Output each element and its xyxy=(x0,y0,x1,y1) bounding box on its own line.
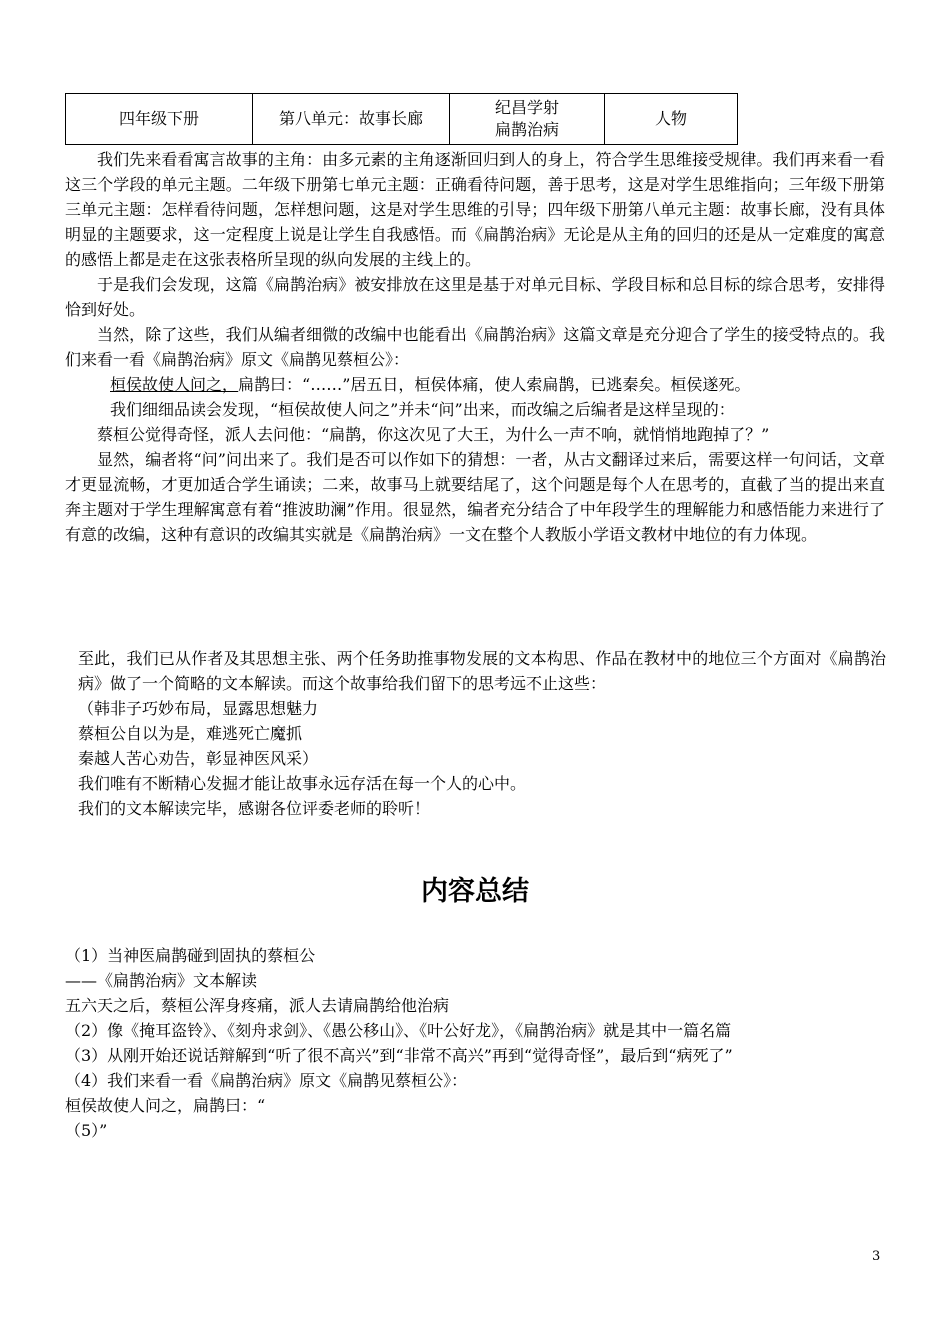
conclusion-line-5: 我们的文本解读完毕，感谢各位评委老师的聆听！ xyxy=(78,799,431,818)
quote-rest: 扁鹊曰：“……”居五日，桓侯体痛，使人索扁鹊，已逃秦矣。桓侯遂死。 xyxy=(238,375,751,394)
summary-line: ——《扁鹊治病》文本解读 xyxy=(65,971,258,990)
unit-table xyxy=(65,93,738,145)
summary-line: （4）我们来看一看《扁鹊治病》原文《扁鹊见蔡桓公》： xyxy=(65,1071,468,1090)
page-number: 3 xyxy=(872,1249,881,1264)
summary-heading: 内容总结 xyxy=(421,876,529,907)
table-row xyxy=(66,94,738,145)
conclusion-line-1: （韩非子巧妙布局，显露思想魅力 xyxy=(78,699,319,718)
paragraph-conjecture: 显然，编者将“问”问出来了。我们是否可以作如下的猜想：一者，从古文翻译过来后，需要这样一句问话，文章才更显流畅，才更加适合学生诵读；二来，故事马上就要结尾了，这个问题是每个人在思考的，直截了当的提出来直奔主题对于学生理解寓意有着“推波助澜”作用。很显然，编者充分结合了中年段学生的理解能力和感悟能力来进行了有意的改编，这种有意识的改编其实就是《扁鹊治病》一文在整个人教版小学语文教材中地位的有力体现。 xyxy=(65,450,885,544)
paragraph-protagonist: 我们先来看看寓言故事的主角：由多元素的主角逐渐回归到人的身上，符合学生思维接受规律。我们再来看一看这三个学段的单元主题。二年级下册第七单元主题：正确看待问题，善于思考，这是对学生思维指向；三年级下册第三单元主题：怎样看待问题，怎样想问题，这是对学生思维的引导；四年级下册第八单元主题：故事长廊，没有具体明显的主题要求，这一定程度上说是让学生自我感悟。而《扁鹊治病》无论是从主角的回归的还是从一定难度的寓意的感悟上都是走在这张表格所呈现的纵向发展的主线上的。 xyxy=(65,150,885,269)
conclusion-line-3: 秦越人苦心劝告，彰显神医风采） xyxy=(78,749,319,768)
summary-line: （2）像《掩耳盗铃》、《刻舟求剑》、《愚公移山》、《叶公好龙》，《扁鹊治病》就是其中一篇名篇 xyxy=(65,1021,732,1040)
summary-line: 五六天之后，蔡桓公浑身疼痛，派人去请扁鹊给他治病 xyxy=(65,996,450,1015)
conclusion-line-2: 蔡桓公自以为是，难逃死亡魔抓 xyxy=(78,724,303,743)
summary-line: （3）从刚开始还说话辩解到“听了很不高兴”到“非常不高兴”再到“觉得奇怪”，最后到“病死了” xyxy=(65,1046,733,1065)
summary-line: （1）当神医扁鹊碰到固执的蔡桓公 xyxy=(65,946,316,965)
paragraph-arrangement: 于是我们会发现，这篇《扁鹊治病》被安排放在这里是基于对单元目标、学段目标和总目标的综合思考，安排得恰到好处。 xyxy=(65,275,885,319)
quote-underlined: 桓侯故使人问之， xyxy=(110,375,239,394)
table-cell-lessons: 纪昌学射 扁鹊治病 xyxy=(450,94,605,145)
summary-line: （5）” xyxy=(65,1121,108,1140)
table-cell-grade: 四年级下册 xyxy=(66,94,253,145)
conclusion-section xyxy=(78,646,886,821)
paragraph-adapted-text: 蔡桓公觉得奇怪，派人去问他：“扁鹊，你这次见了大王，为什么一声不响，就悄悄地跑掉了？” xyxy=(97,425,770,444)
body-section xyxy=(65,147,885,547)
quote-original xyxy=(65,372,885,397)
table-cell-unit: 第八单元：故事长廊 xyxy=(253,94,450,145)
summary-line: 桓侯故使人问之，扁鹊曰：“ xyxy=(65,1096,266,1115)
summary-section xyxy=(65,943,885,1143)
conclusion-paragraph: 至此，我们已从作者及其思想主张、两个任务助推事物发展的文本构思、作品在教材中的地位三个方面对《扁鹊治病》做了一个简略的文本解读。而这个故事给我们留下的思考远不止这些： xyxy=(78,649,886,693)
paragraph-adaptation: 当然，除了这些，我们从编者细微的改编中也能看出《扁鹊治病》这篇文章是充分迎合了学生的接受特点的。我们来看一看《扁鹊治病》原文《扁鹊见蔡桓公》： xyxy=(65,325,885,369)
table-cell-theme: 人物 xyxy=(605,94,738,145)
paragraph-question: 我们细细品读会发现，“桓侯故使人问之”并未“问”出来，而改编之后编者是这样呈现的： xyxy=(110,400,735,419)
conclusion-line-4: 我们唯有不断精心发掘才能让故事永远存活在每一个人的心中。 xyxy=(78,774,527,793)
